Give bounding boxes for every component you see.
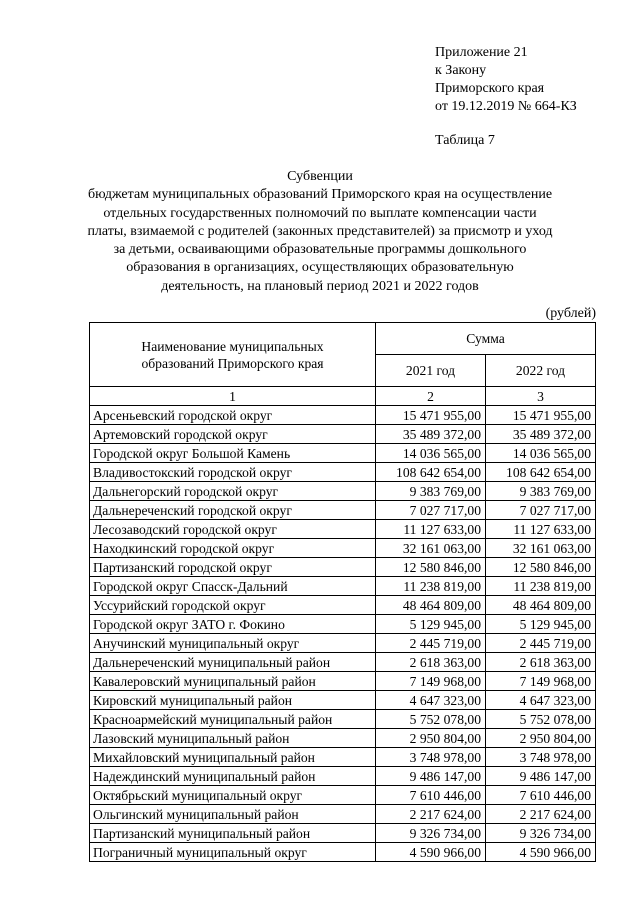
document-title — [80, 168, 560, 296]
table-row — [90, 767, 596, 786]
row-name: Дальнегорский городской округ — [90, 482, 376, 501]
table-row — [90, 634, 596, 653]
row-name: Арсеньевский городской округ — [90, 406, 376, 425]
row-value-2021: 12 580 846,00 — [376, 558, 486, 577]
row-name: Артемовский городской округ — [90, 425, 376, 444]
row-value-2021: 7 149 968,00 — [376, 672, 486, 691]
row-name: Лесозаводский городской округ — [90, 520, 376, 539]
table-row — [90, 520, 596, 539]
table-row — [90, 691, 596, 710]
row-value-2022: 48 464 809,00 — [486, 596, 596, 615]
row-value-2022: 108 642 654,00 — [486, 463, 596, 482]
table-row — [90, 539, 596, 558]
row-value-2022: 11 127 633,00 — [486, 520, 596, 539]
row-name: Михайловский муниципальный район — [90, 748, 376, 767]
row-value-2021: 2 445 719,00 — [376, 634, 486, 653]
table-row — [90, 425, 596, 444]
row-value-2022: 9 326 734,00 — [486, 824, 596, 843]
row-name: Красноармейский муниципальный район — [90, 710, 376, 729]
row-value-2022: 2 618 363,00 — [486, 653, 596, 672]
row-value-2022: 15 471 955,00 — [486, 406, 596, 425]
row-value-2022: 2 217 624,00 — [486, 805, 596, 824]
row-value-2021: 32 161 063,00 — [376, 539, 486, 558]
appendix-line: от 19.12.2019 № 664-КЗ — [435, 99, 577, 114]
row-name: Лазовский муниципальный район — [90, 729, 376, 748]
table-row — [90, 748, 596, 767]
row-value-2022: 11 238 819,00 — [486, 577, 596, 596]
table-row — [90, 558, 596, 577]
row-value-2021: 9 486 147,00 — [376, 767, 486, 786]
table-row — [90, 615, 596, 634]
row-name: Пограничный муниципальный округ — [90, 843, 376, 862]
row-name: Дальнереченский муниципальный район — [90, 653, 376, 672]
table-row — [90, 672, 596, 691]
row-value-2021: 5 752 078,00 — [376, 710, 486, 729]
header-year-2021: 2021 год — [376, 355, 486, 387]
row-value-2022: 4 647 323,00 — [486, 691, 596, 710]
appendix-line: Приморского края — [435, 81, 545, 96]
row-value-2022: 7 149 968,00 — [486, 672, 596, 691]
row-value-2021: 7 610 446,00 — [376, 786, 486, 805]
row-name: Партизанский городской округ — [90, 558, 376, 577]
table-row — [90, 577, 596, 596]
table-row — [90, 786, 596, 805]
row-value-2022: 2 445 719,00 — [486, 634, 596, 653]
row-name: Владивостокский городской округ — [90, 463, 376, 482]
row-value-2021: 14 036 565,00 — [376, 444, 486, 463]
appendix-block — [435, 44, 577, 116]
table-row — [90, 444, 596, 463]
header-name-line2: образований Приморского края — [141, 355, 324, 371]
appendix-line: к Закону — [435, 63, 487, 78]
row-value-2022: 5 129 945,00 — [486, 615, 596, 634]
table-row — [90, 596, 596, 615]
table-row — [90, 843, 596, 862]
header-sum: Сумма — [376, 323, 596, 355]
row-value-2021: 108 642 654,00 — [376, 463, 486, 482]
row-value-2022: 7 027 717,00 — [486, 501, 596, 520]
column-index: 3 — [486, 387, 596, 406]
row-value-2022: 14 036 565,00 — [486, 444, 596, 463]
row-value-2022: 5 752 078,00 — [486, 710, 596, 729]
row-name: Ольгинский муниципальный район — [90, 805, 376, 824]
row-value-2022: 3 748 978,00 — [486, 748, 596, 767]
row-name: Кавалеровский муниципальный район — [90, 672, 376, 691]
table-row — [90, 824, 596, 843]
title-line: за детьми, осваивающими образовательные программы дошкольного — [113, 242, 527, 258]
row-name: Городской округ Спасск-Дальний — [90, 577, 376, 596]
row-value-2021: 9 326 734,00 — [376, 824, 486, 843]
title-line: отдельных государственных полномочий по выплате компенсации части — [103, 205, 537, 221]
table-row — [90, 653, 596, 672]
table-row — [90, 501, 596, 520]
row-name: Надеждинский муниципальный район — [90, 767, 376, 786]
row-name: Кировский муниципальный район — [90, 691, 376, 710]
table-row — [90, 482, 596, 501]
row-value-2021: 11 238 819,00 — [376, 577, 486, 596]
row-value-2021: 7 027 717,00 — [376, 501, 486, 520]
title-line: Субвенции — [287, 169, 353, 184]
header-name-cell — [90, 323, 376, 387]
units-label: (рублей) — [545, 306, 596, 321]
row-value-2022: 4 590 966,00 — [486, 843, 596, 862]
row-value-2022: 35 489 372,00 — [486, 425, 596, 444]
row-value-2021: 4 647 323,00 — [376, 691, 486, 710]
row-name: Партизанский муниципальный район — [90, 824, 376, 843]
row-name: Октябрьский муниципальный округ — [90, 786, 376, 805]
title-line: платы, взимаемой с родителей (законных представителей) за присмотр и уход — [87, 223, 553, 239]
row-value-2021: 15 471 955,00 — [376, 406, 486, 425]
row-name: Городской округ Большой Камень — [90, 444, 376, 463]
row-name: Дальнереченский городской округ — [90, 501, 376, 520]
header-name-line1: Наименование муниципальных — [141, 338, 324, 354]
column-index: 1 — [90, 387, 376, 406]
row-value-2021: 2 217 624,00 — [376, 805, 486, 824]
title-line: деятельность, на плановый период 2021 и 2022 годов — [161, 278, 479, 294]
row-name: Городской округ ЗАТО г. Фокино — [90, 615, 376, 634]
title-line: бюджетам муниципальных образований Приморского края на осуществление — [87, 187, 553, 203]
row-value-2022: 2 950 804,00 — [486, 729, 596, 748]
row-value-2021: 4 590 966,00 — [376, 843, 486, 862]
title-line: образования в организациях, осуществляющих образовательную — [126, 260, 514, 276]
row-value-2022: 9 486 147,00 — [486, 767, 596, 786]
column-index: 2 — [376, 387, 486, 406]
table-row — [90, 805, 596, 824]
row-value-2022: 9 383 769,00 — [486, 482, 596, 501]
row-value-2021: 11 127 633,00 — [376, 520, 486, 539]
table-row — [90, 406, 596, 425]
row-value-2021: 5 129 945,00 — [376, 615, 486, 634]
appendix-line: Приложение 21 — [435, 45, 528, 60]
subventions-table — [89, 322, 596, 862]
row-name: Уссурийский городской округ — [90, 596, 376, 615]
row-value-2021: 35 489 372,00 — [376, 425, 486, 444]
table-row — [90, 729, 596, 748]
table-row — [90, 463, 596, 482]
row-value-2021: 2 950 804,00 — [376, 729, 486, 748]
table-row — [90, 710, 596, 729]
row-value-2021: 3 748 978,00 — [376, 748, 486, 767]
row-value-2021: 2 618 363,00 — [376, 653, 486, 672]
row-value-2021: 48 464 809,00 — [376, 596, 486, 615]
header-year-2022: 2022 год — [486, 355, 596, 387]
row-name: Анучинский муниципальный округ — [90, 634, 376, 653]
table-label: Таблица 7 — [435, 133, 495, 148]
row-name: Находкинский городской округ — [90, 539, 376, 558]
row-value-2022: 12 580 846,00 — [486, 558, 596, 577]
row-value-2022: 32 161 063,00 — [486, 539, 596, 558]
row-value-2022: 7 610 446,00 — [486, 786, 596, 805]
row-value-2021: 9 383 769,00 — [376, 482, 486, 501]
